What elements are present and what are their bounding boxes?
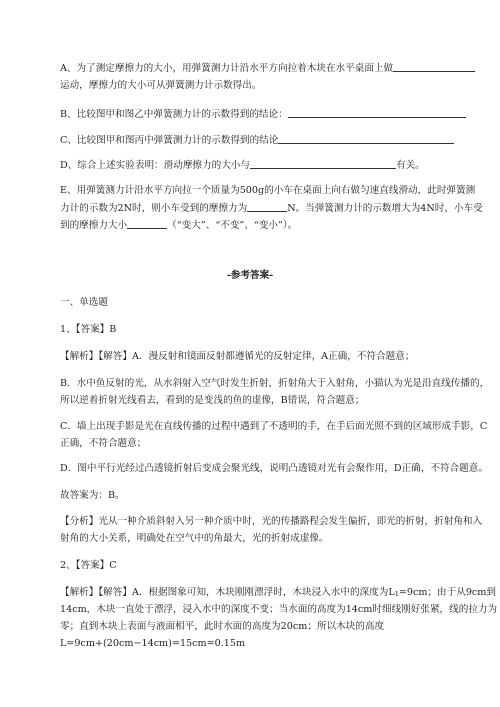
- q1-fenxi-line2: 射角的大小关系，明确处在空气中的角最大，光的折射成虚像。: [60, 533, 329, 544]
- q2-analysis-line3: 零；直到木块上表面与液面相平，此时水面的高度为20cm；所以木块的高度: [60, 621, 385, 632]
- question-e-line1: E、用弹簧测力计沿水平方向拉一个质量为500g的小车在桌面上向右做匀速直线滑动，此时弹簧测: [60, 185, 476, 196]
- q1-analysis-c1: C．墙上出现手影是光在直线传播的过程中遇到了不透明的手，在手后面光照不到的区域形成手影，C: [60, 421, 488, 432]
- q1-answer-label: 1、【答案】B: [60, 324, 117, 335]
- answer-blank[interactable]: [247, 201, 287, 212]
- question-d: D、综合上述实验表明：滑动摩擦力的大小与 有关。: [60, 160, 425, 171]
- section-heading: 一、单选题: [60, 297, 108, 308]
- q1-conclusion: 故答案为：B。: [60, 490, 125, 501]
- q1-analysis-c2: 正确，不符合题意；: [60, 438, 147, 449]
- question-b: B、比较图甲和图乙中弹簧测力计的示数得到的结论：: [60, 107, 466, 122]
- answer-blank[interactable]: [288, 107, 466, 118]
- q2-analysis-line1: 【解析】【解答】A．根据图象可知，木块刚刚漂浮时，木块浸入水中的深度为$L_1=9cm$；由于从9cm到: [60, 587, 496, 598]
- q1-analysis-b1: B．水中鱼反射的光，从水斜射入空气时发生折射，折射角大于入射角，小猫认为光是沿直线传播的，: [60, 378, 490, 389]
- answer-blank[interactable]: [278, 133, 454, 144]
- q1-fenxi-line1: 【分析】光从一种介质斜射入另一种介质中时，光的传播路程会发生偏折，即光的折射，折射角和入: [60, 516, 483, 527]
- answer-blank[interactable]: [393, 61, 475, 72]
- q2-answer-label: 2、【答案】C: [60, 560, 117, 571]
- q1-analysis-a: 【解析】【解答】A．漫反射和镜面反射都遵循光的反射定律，A正确，不符合题意；: [60, 351, 415, 362]
- answer-blank[interactable]: [127, 218, 167, 229]
- question-e-line2: 力计的示数为2N时，则小车受到的摩擦力为 N。当弹簧测力计的示数增大为4N时，小车受: [60, 203, 483, 214]
- q1-analysis-d: D．图中平行光经过凸透镜折射后变成会聚光线，说明凸透镜对光有会聚作用，D正确，不符合题意。: [60, 463, 488, 474]
- question-a-line1: A、为了测定摩擦力的大小，用弹簧测力计沿水平方向拉着木块在水平桌面上做: [60, 61, 475, 76]
- q2-analysis-line2: 14cm，木块一直处于漂浮，浸入水中的深度不变；当水面的高度为14cm时细线刚好张紧，线的拉力为: [60, 604, 498, 615]
- answers-title: -参考答案-: [226, 270, 274, 281]
- q2-analysis-line4: L=9cm+(20cm−14cm)=15cm=0.15m: [60, 638, 246, 649]
- answer-blank[interactable]: [250, 158, 396, 169]
- question-e-line3: 到的摩擦力大小 （“变大”、“不变”、“变小”）。: [60, 220, 298, 231]
- question-c: C、比较图甲和图丙中弹簧测力计的示数得到的结论: [60, 133, 454, 148]
- question-a-line2: 运动，摩擦力的大小可从弹簧测力计示数得出。: [60, 80, 262, 91]
- q1-analysis-b2: 所以逆着折射光线看去，看到的是变浅的鱼的虚像，B错误，符合题意；: [60, 395, 365, 406]
